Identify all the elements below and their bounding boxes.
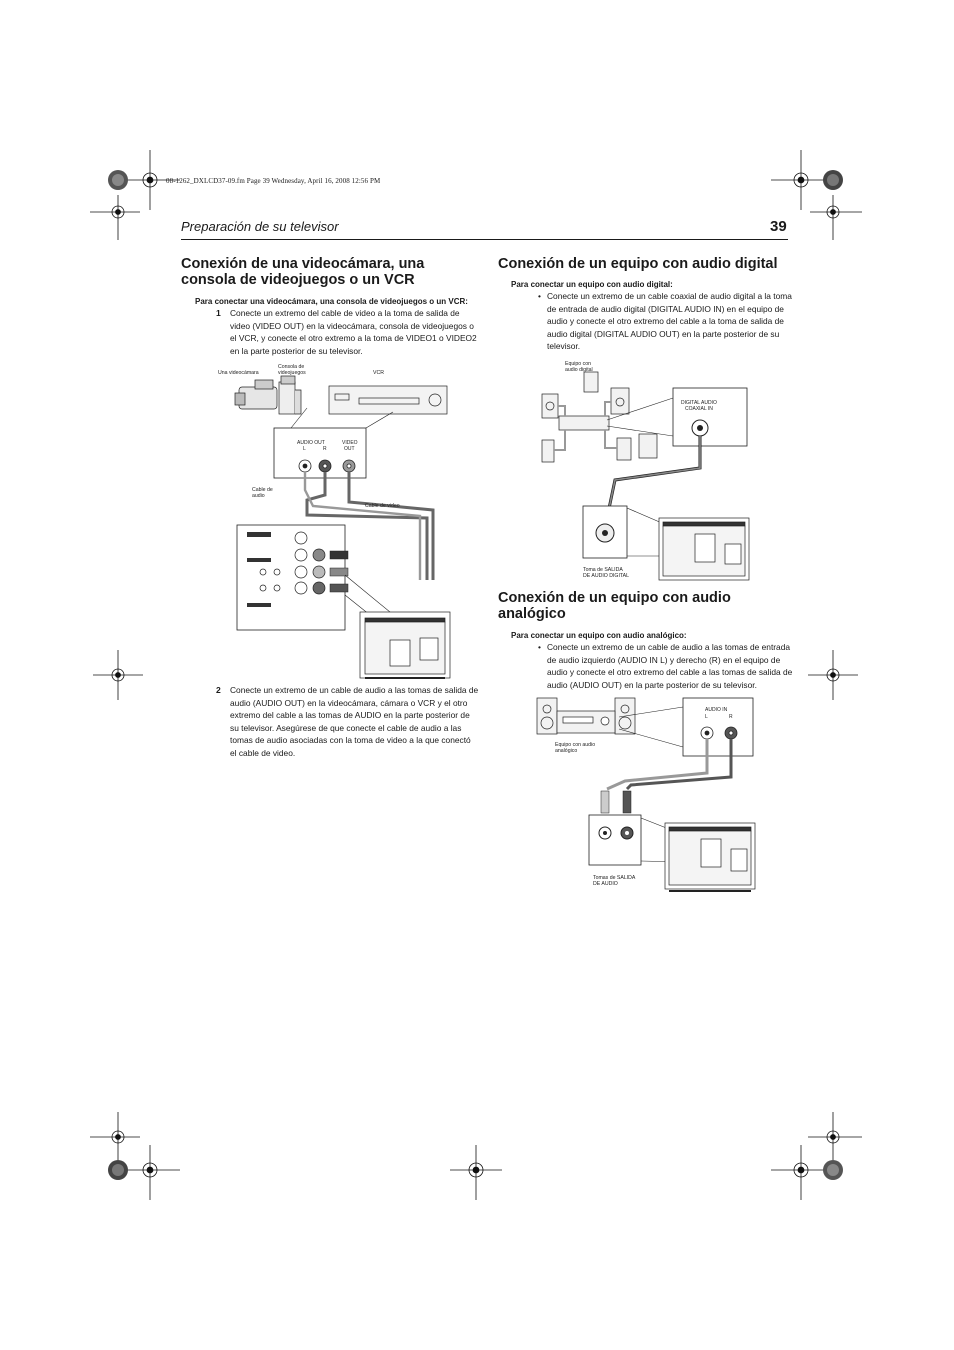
digital-subheading: Para conectar un equipo con audio digital:	[511, 280, 673, 289]
camcorder-icon	[235, 380, 277, 409]
audio-cable-label-2: audio	[252, 493, 265, 499]
step2-line: extremo del cable a las tomas de AUDIO en la parte posterior de	[230, 710, 470, 721]
analog-out-label-1: Tomas de SALIDA	[593, 875, 636, 881]
digital-line: Conecte un extremo de un cable coaxial de audio digital a la toma	[547, 291, 792, 301]
step2-line: tomas de audio asociadas con la toma de video a la que conectó	[230, 735, 471, 746]
step2-number: 2	[216, 685, 221, 695]
stereo-system-icon	[537, 698, 635, 734]
console-label-2: videojuegos	[278, 370, 306, 376]
analog-bullet-block	[538, 641, 800, 691]
running-head: Preparación de su televisor	[181, 219, 339, 234]
vcr-icon	[329, 386, 447, 414]
audio-l-label: L	[303, 446, 306, 452]
audio-in-label: AUDIO IN	[705, 707, 728, 713]
analog-heading	[498, 590, 798, 622]
step2-line: el cable de video.	[230, 747, 296, 758]
video-label: VIDEO	[342, 440, 358, 446]
analog-equipment-label-2: analógico	[555, 748, 578, 754]
digital-audio-diagram	[535, 358, 755, 583]
audio-out-panel	[589, 815, 641, 865]
step2-line: su televisor. Asegúrese de que conecte el cable de audio a las	[230, 722, 462, 733]
video-out-label: OUT	[344, 446, 355, 452]
analog-line: audio (AUDIO OUT) en la parte posterior de su televisor.	[547, 679, 757, 690]
step1	[216, 307, 484, 357]
step1-line: Conecte un extremo del cable de video a la toma de salida de	[230, 308, 460, 318]
camcorder-connection-diagram	[215, 360, 485, 685]
step1-number: 1	[216, 308, 221, 318]
step1-line: el VCR, y conecte el otro extremo a la toma de VIDEO1 o VIDEO2	[230, 333, 477, 344]
step1-line: en la parte posterior de su televisor.	[230, 345, 363, 356]
digital-equipment-label-2: audio digital	[565, 367, 593, 373]
digital-bullet: •	[538, 291, 541, 301]
tv-rear-icon	[659, 518, 749, 580]
audio-cable-label-1: Cable de	[252, 487, 273, 493]
tv-terminal-panel	[237, 525, 345, 630]
digital-heading: Conexión de un equipo con audio digital	[498, 256, 778, 272]
game-console-icon	[279, 376, 301, 414]
analog-line: Conecte un extremo de un cable de audio a las tomas de entrada	[547, 642, 791, 652]
analog-subheading: Para conectar un equipo con audio analógico:	[511, 631, 687, 640]
coaxial-in-panel	[673, 388, 747, 446]
digital-line: audio digital (DIGITAL AUDIO OUT) en la parte posterior de su	[547, 328, 780, 339]
digital-line: audio y conecte el otro extremo del cable a la toma de salida de	[547, 316, 784, 327]
digital-line: de entrada de audio digital (DIGITAL AUDIO IN) en el equipo de	[547, 303, 784, 314]
analog-line: de audio izquierdo (AUDIO IN L) y derecho (R) en el equipo de	[547, 654, 781, 665]
digital-out-label-2: DE AUDIO DIGITAL	[583, 573, 630, 579]
analog-line: audio y conecte el otro extremo del cable a las tomas de salida de	[547, 667, 793, 678]
analog-out-label-2: DE AUDIO	[593, 881, 618, 887]
left-heading-line1: Conexión de una videocámara, una	[181, 256, 425, 272]
camcorder-label: Una videocámara	[218, 370, 259, 376]
analog-heading-line2: analógico	[498, 606, 566, 622]
analog-heading-line1: Conexión de un equipo con audio	[498, 590, 731, 606]
analog-equipment-label-1: Equipo con audio	[555, 742, 596, 748]
digital-out-label-1: Toma de SALIDA	[583, 567, 623, 573]
audio-in-l-label: L	[705, 714, 708, 720]
analog-diagram-art	[535, 693, 760, 898]
speaker-system-icon	[542, 372, 657, 462]
analog-bullet: •	[538, 642, 541, 652]
digital-bullet-block	[538, 290, 800, 353]
step2-line: audio (AUDIO OUT) en la videocámara, cámara o VCR y el otro	[230, 697, 468, 708]
coaxial-label-2: COAXIAL IN	[685, 406, 713, 412]
tv-rear-icon	[665, 823, 755, 891]
header-rule	[181, 239, 788, 240]
console-label-1: Consola de	[278, 364, 305, 370]
camcorder-diagram-art	[215, 360, 485, 685]
analog-audio-diagram	[535, 693, 760, 898]
step2	[216, 684, 484, 760]
tv-rear-icon	[360, 612, 450, 678]
digital-equipment-label-1: Equipo con	[565, 361, 591, 367]
file-info-line: 08-1262_DXLCD37-09.fm Page 39 Wednesday, April 16, 2008 12:56 PM	[166, 177, 381, 185]
vcr-label: VCR	[373, 370, 384, 376]
audio-in-r-label: R	[729, 714, 733, 720]
step2-line: Conecte un extremo de un cable de audio a las tomas de salida de	[230, 685, 479, 695]
left-heading-line2: consola de videojuegos o un VCR	[181, 272, 415, 288]
left-heading	[181, 256, 481, 288]
page-number: 39	[770, 218, 787, 235]
left-subheading: Para conectar una videocámara, una consola de videojuegos o un VCR:	[195, 297, 468, 306]
digital-diagram-art	[535, 358, 755, 583]
audio-out-label: AUDIO OUT	[297, 440, 325, 446]
digital-line: televisor.	[547, 341, 581, 352]
video-cable-label: Cable de video	[365, 503, 400, 509]
step1-line: video (VIDEO OUT) en la videocámara, consola de videojuegos o	[230, 320, 474, 331]
audio-r-label: R	[323, 446, 327, 452]
coaxial-label-1: DIGITAL AUDIO	[681, 400, 717, 406]
